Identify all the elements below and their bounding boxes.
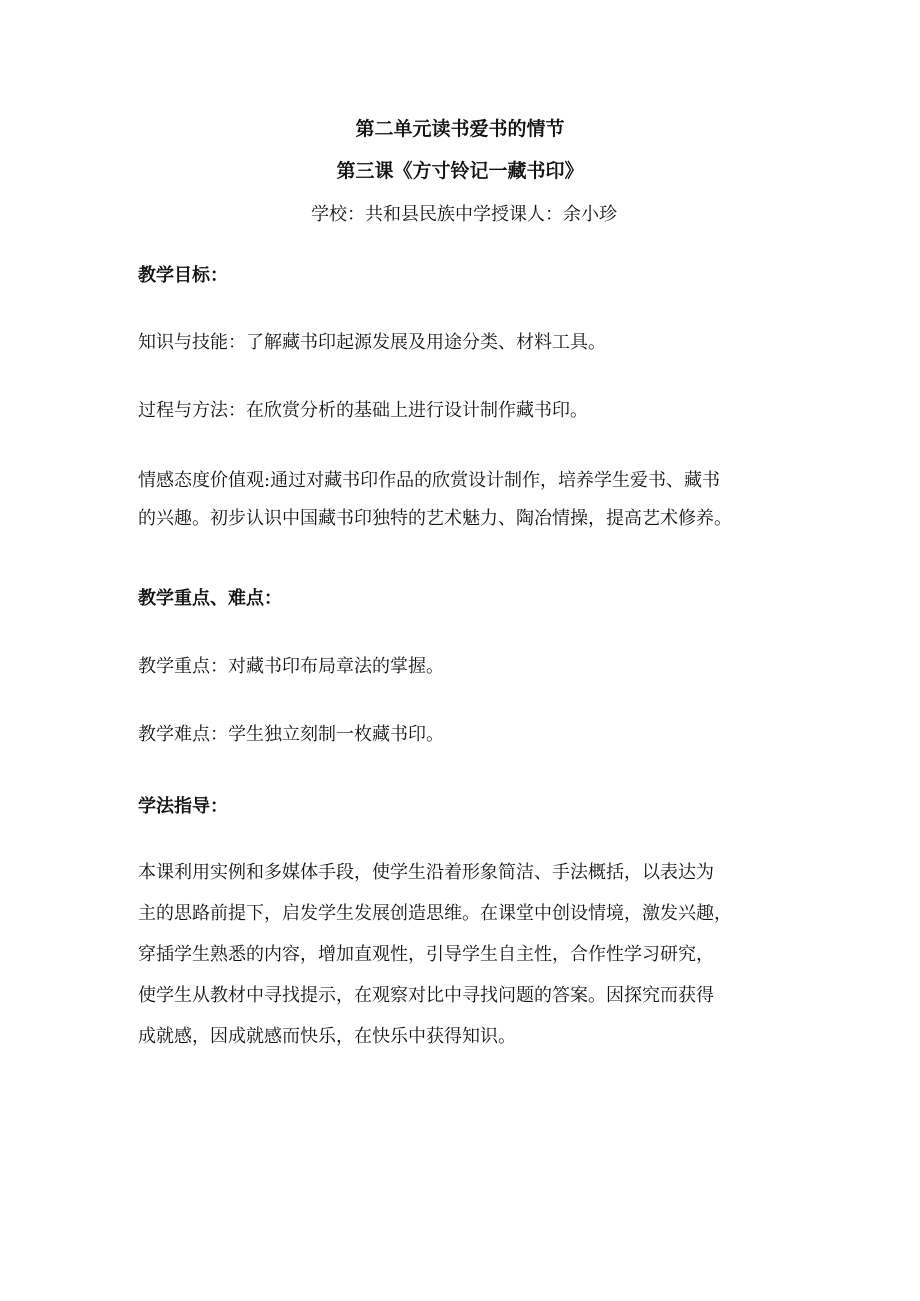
key-point-difficulty: 教学难点：学生独立刻制一枚藏书印。	[138, 724, 444, 745]
method-line: 成就感，因成就感而快乐，在快乐中获得知识。	[138, 1026, 516, 1047]
byline: 学校：共和县民族中学授课人：余小珍	[311, 204, 617, 225]
objective-knowledge: 知识与技能：了解藏书印起源发展及用途分类、材料工具。	[138, 332, 606, 353]
key-points-heading: 教学重点、难点：	[138, 588, 282, 609]
method-line: 本课利用实例和多媒体手段，使学生沿着形象简洁、手法概括，以表达为	[138, 862, 714, 883]
method-paragraph	[138, 861, 798, 1049]
method-line: 使学生从教材中寻找提示，在观察对比中寻找问题的答案。因探究而获得	[138, 985, 714, 1006]
method-line: 主的思路前提下，启发学生发展创造思维。在课堂中创设情境，激发兴趣，	[138, 903, 732, 924]
method-line: 穿插学生熟悉的内容，增加直观性，引导学生自主性，合作性学习研究，	[138, 944, 714, 965]
objective-emotion-line: 情感态度价值观:通过对藏书印作品的欣赏设计制作，培养学生爱书、藏书	[138, 470, 721, 491]
objective-emotion-line: 的兴趣。初步认识中国藏书印独特的艺术魅力、陶冶情操，提高艺术修养。	[138, 508, 732, 529]
objectives-heading: 教学目标：	[138, 265, 228, 286]
objective-process: 过程与方法：在欣赏分析的基础上进行设计制作藏书印。	[138, 400, 588, 421]
method-heading: 学法指导：	[138, 796, 228, 817]
key-point-focus: 教学重点：对藏书印布局章法的掌握。	[138, 656, 444, 677]
document-title: 第二单元读书爱书的情节	[355, 118, 565, 140]
objective-emotion	[138, 469, 798, 531]
lesson-title: 第三课《方寸铃记一藏书印》	[336, 160, 584, 182]
